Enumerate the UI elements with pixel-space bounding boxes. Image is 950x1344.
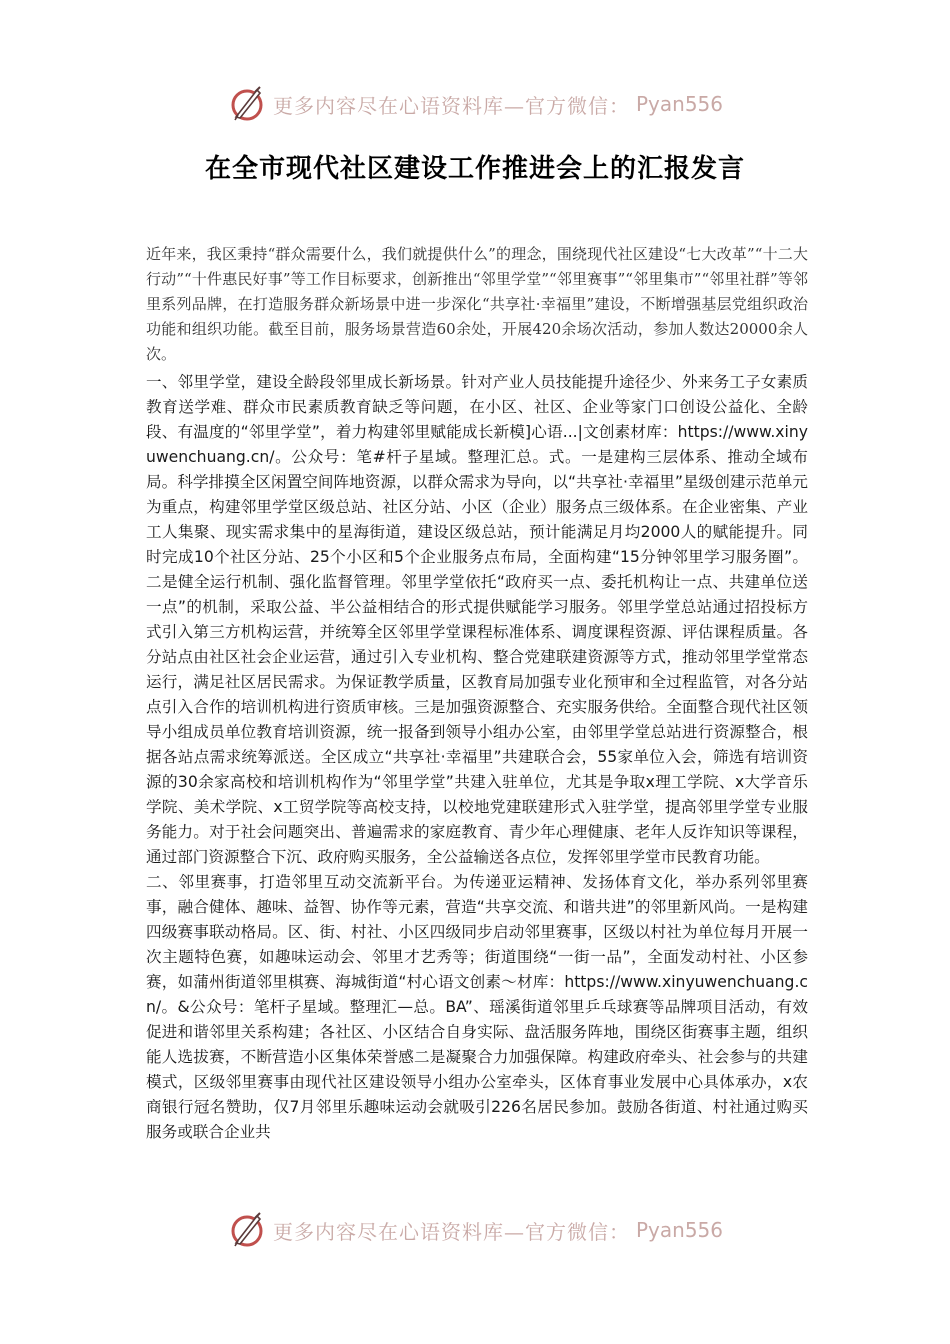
intro-paragraph: 近年来，我区秉持“群众需要什么，我们就提供什么”的理念，围绕现代社区建设“七大改革”“十二大行动”“十件惠民好事”等工作目标要求，创新推出“邻里学堂”“邻里赛事”“邻里集市”“邻里社群”等邻里系列品牌，在打造服务群众新场景中进一步深化“共享社·幸福里”建设，不断增强基层党组织政治功能和组织功能。截至目前，服务场景营造60余处，开展420余场次活动，参加人数达20000余人次。 bbox=[146, 245, 808, 363]
banner-slogan: 更多内容尽在心语资料库—官方微信： bbox=[272, 93, 630, 118]
document-title: 在全市现代社区建设工作推进会上的汇报发言 bbox=[204, 154, 745, 184]
section-neighborhood-events: 二、邻里赛事，打造邻里互动交流新平台。为传递亚运精神、发扬体育文化，举办系列邻里赛事，融合健体、趣味、益智、协作等元素，营造“共享交流、和谐共进”的邻里新风尚。一是构建四级赛事联动格局。区、街、村社、小区四级同步启动邻里赛事，区级以村社为单位每月开展一次主题特色赛，如趣味运动会、邻里才艺秀等；街道围绕“一街一品”，全面发动村社、小区参赛，如蒲州街道邻里棋赛、海城街道“村心语文创素～材库：https://www.xinyuwenchuang.cn/。&公众号：笔杆子星域。整理汇—总。BA”、瑶溪街道邻里乒乓球赛等品牌项目活动，有效促进和谐邻里关系构建；各社区、小区结合自身实际、盘活服务阵地，围绕区街赛事主题，组织能人选拔赛，不断营造小区集体荣誉感二是凝聚合力加强保障。构建政府牵头、社会参与的共建模式，区级邻里赛事由现代社区建设领导小组办公室牵头，区体育事业发展中心具体承办，x农商银行冠名赞助，仅7月邻里乐趣味运动会就吸引226名居民参加。鼓励各街道、村社通过购买服务或联合企业共 bbox=[146, 873, 808, 1141]
banner-wechat-id: Pyan556 bbox=[635, 1218, 723, 1242]
banner-slogan: 更多内容尽在心语资料库—官方微信： bbox=[272, 1219, 630, 1244]
section-neighborhood-school: 一、邻里学堂，建设全龄段邻里成长新场景。针对产业人员技能提升途径少、外来务工子女素质教育送学难、群众市民素质教育缺乏等问题，在小区、社区、企业等家门口创设公益化、全龄段、有温度的“邻里学堂”，着力构建邻里赋能成长新模]心语...|文创素材库：https://www.xinyuwenchuang.cn/。公众号：笔#杆子星域。整理汇总。式。一是建构三层体系、推动全域布局。科学排摸全区闲置空间阵地资源，以群众需求为导向，以“共享社·幸福里”星级创建示范单元为重点，构建邻里学堂区级总站、社区分站、小区（企业）服务点三级体系。在企业密集、产业工人集聚、现实需求集中的星海街道，建设区级总站，预计能满足月均2000人的赋能提升。同时完成10个社区分站、25个小区和5个企业服务点布局，全面构建“15分钟邻里学习服务圈”。二是健全运行机制、强化监督管理。邻里学堂依托“政府买一点、委托机构让一点、共建单位送一点”的机制，采取公益、半公益相结合的形式提供赋能学习服务。邻里学堂总站通过招投标方式引入第三方机构运营，并统筹全区邻里学堂课程标准体系、调度课程资源、评估课程质量。各分站点由社区社会企业运营，通过引入专业机构、整合党建联建资源等方式，推动邻里学堂常态运行，满足社区居民需求。为保证教学质量，区教育局加强专业化预审和全过程监管，对各分站点引入合作的培训机构进行资质审核。三是加强资源整合、充实服务供给。全面整合现代社区领导小组成员单位教育培训资源，统一报备到领导小组办公室，由邻里学堂总站进行资源整合，根据各站点需求统筹派送。全区成立“共享社·幸福里”共建联合会，55家单位入会，筛选有培训资源的30余家高校和培训机构作为“邻里学堂”共建入驻单位，尤其是争取x理工学院、x大学音乐学院、美术学院、x工贸学院等高校支持，以校地党建联建形式入驻学堂，提高邻里学堂专业服务能力。对于社会问题突出、普遍需求的家庭教育、青少年心理健康、老年人反诈知识等课程，通过部门资源整合下沉、政府购买服务，全公益输送各点位，发挥邻里学堂市民教育功能。 bbox=[146, 373, 808, 866]
footer-watermark-banner bbox=[0, 1208, 950, 1252]
header-watermark-banner bbox=[0, 82, 950, 126]
quill-pen-circle-icon bbox=[227, 84, 267, 124]
quill-pen-circle-icon bbox=[227, 1210, 267, 1250]
document-body bbox=[146, 242, 808, 1145]
banner-wechat-id: Pyan556 bbox=[635, 92, 723, 116]
